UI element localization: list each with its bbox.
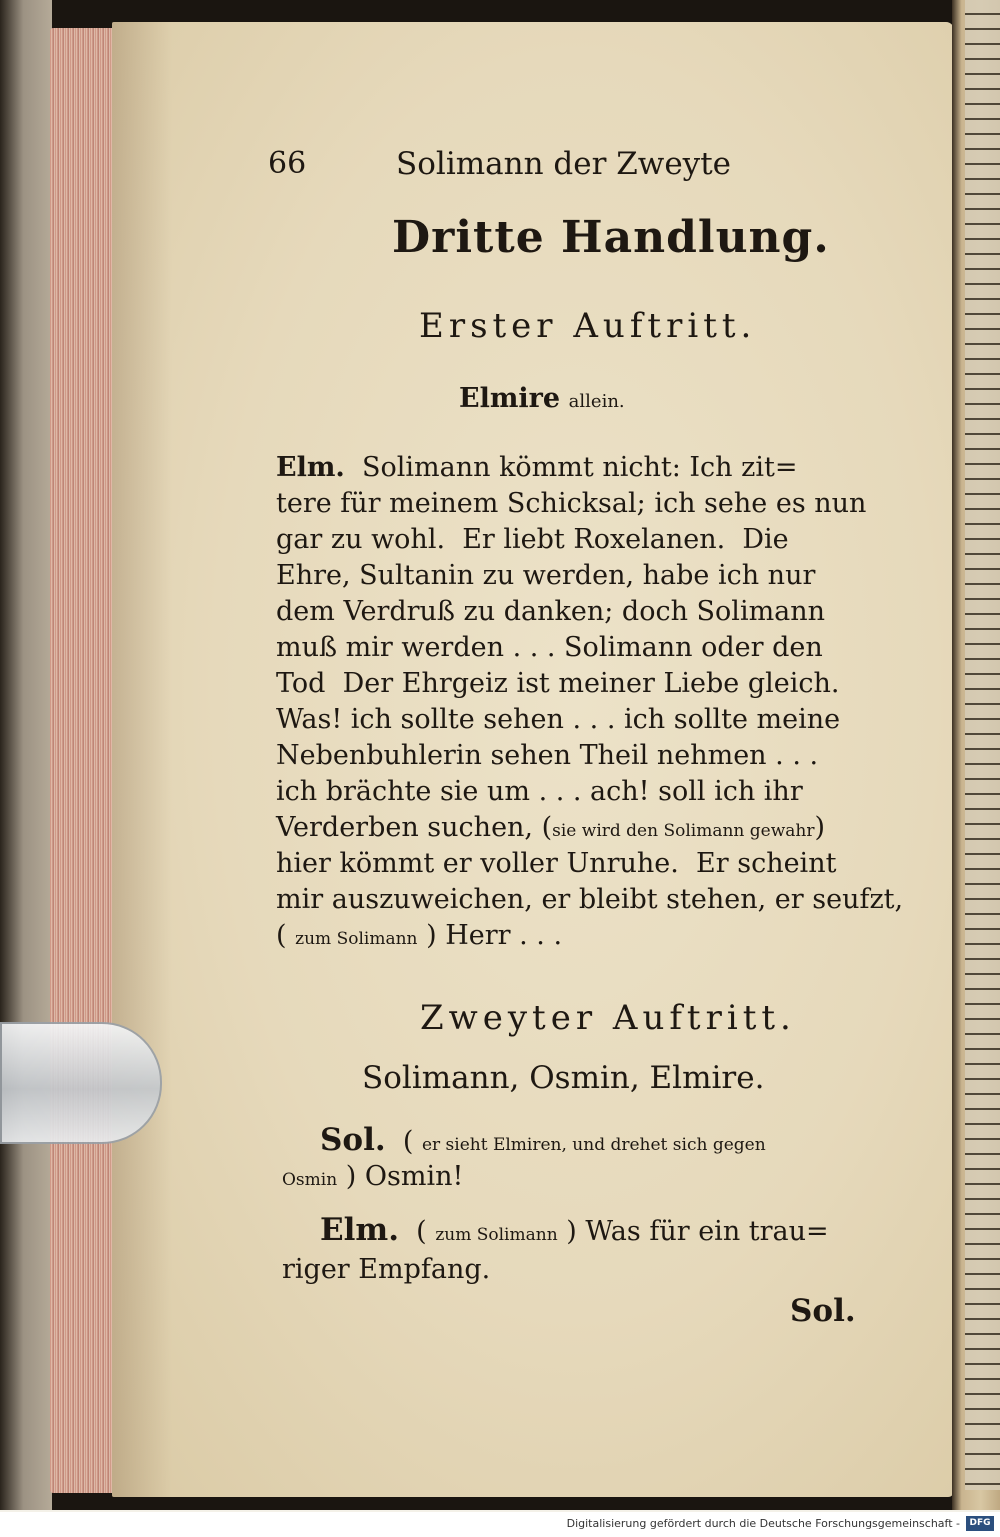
speech-line: riger Empfang.	[282, 1254, 491, 1285]
speech-line	[320, 1122, 766, 1158]
speech-line	[276, 918, 562, 957]
cast-name: Elmire	[459, 383, 561, 414]
footer-credit: Digitalisierung gefördert durch die Deutsche Forschungsgemeinschaft -	[566, 1517, 960, 1530]
spine-shadow	[112, 22, 172, 1497]
speech-text: (	[402, 1126, 414, 1157]
speech-text: )	[566, 1216, 577, 1247]
stage-direction: er sieht Elmiren, und drehet sich gegen	[421, 1135, 766, 1155]
speech-line	[320, 1212, 829, 1248]
speech-line: ich brächte sie um . . . ach! soll ich ihr	[276, 776, 803, 807]
speaker-name: Elm.	[320, 1212, 399, 1248]
scale-ruler	[965, 0, 1000, 1490]
speech-line	[276, 450, 797, 486]
scene-1-title: Erster Auftritt.	[419, 306, 757, 346]
stage-direction: allein.	[568, 391, 625, 412]
stage-direction: zum Solimann	[295, 929, 418, 949]
scene-2-cast: Solimann, Osmin, Elmire.	[362, 1060, 765, 1096]
speech-text: (	[416, 1216, 427, 1247]
glass-page-clip	[0, 1022, 162, 1144]
speech-line: tere für meinem Schicksal; ich sehe es nun	[276, 488, 867, 519]
speech-text: Osmin!	[364, 1161, 464, 1192]
speech-line: Nebenbuhlerin sehen Theil nehmen . . .	[276, 740, 819, 771]
left-background	[0, 0, 52, 1510]
speaker-name: Sol.	[320, 1122, 386, 1158]
speech-line: Ehre, Sultanin zu werden, habe ich nur	[276, 560, 816, 591]
speech-line	[282, 1161, 463, 1192]
act-title: Dritte Handlung.	[392, 212, 830, 263]
speech-line: mir auszuweichen, er bleibt stehen, er seufzt,	[276, 884, 904, 915]
speech-line: Was! ich sollte sehen . . . ich sollte meine	[276, 704, 841, 735]
footer-bar	[0, 1512, 1000, 1537]
speech-text: )	[814, 812, 826, 843]
speech-line: gar zu wohl. Er liebt Roxelanen. Die	[276, 524, 789, 555]
speech-text: (	[276, 920, 287, 951]
stage-direction: zum Solimann	[435, 1225, 558, 1245]
stage-direction: Osmin	[282, 1170, 338, 1190]
stage-direction: sie wird den Solimann gewahr	[552, 821, 815, 841]
speech-line: Tod Der Ehrgeiz ist meiner Liebe gleich.	[276, 668, 840, 699]
speech-text: Verderben suchen, (	[276, 812, 553, 843]
speech-text: )	[345, 1161, 357, 1192]
speech-text: Solimann kömmt nicht: Ich zit=	[361, 452, 798, 483]
scene-1-cast	[459, 383, 625, 414]
page-number: 66	[268, 146, 307, 181]
running-title: Solimann der Zweyte	[396, 146, 731, 182]
catchword: Sol.	[790, 1293, 856, 1329]
speech-line	[276, 810, 825, 849]
speaker-name: Elm.	[276, 452, 345, 483]
speech-text: ) Herr . . .	[426, 920, 563, 951]
speech-line: muß mir werden . . . Solimann oder den	[276, 632, 823, 663]
page-header	[268, 146, 788, 192]
speech-text: Was für ein trau=	[585, 1216, 829, 1247]
speech-line: hier kömmt er voller Unruhe. Er scheint	[276, 848, 837, 879]
dfg-logo: DFG	[966, 1516, 994, 1531]
speech-line: dem Verdruß zu danken; doch Solimann	[276, 596, 826, 627]
scene-2-title: Zweyter Auftritt.	[420, 998, 796, 1038]
